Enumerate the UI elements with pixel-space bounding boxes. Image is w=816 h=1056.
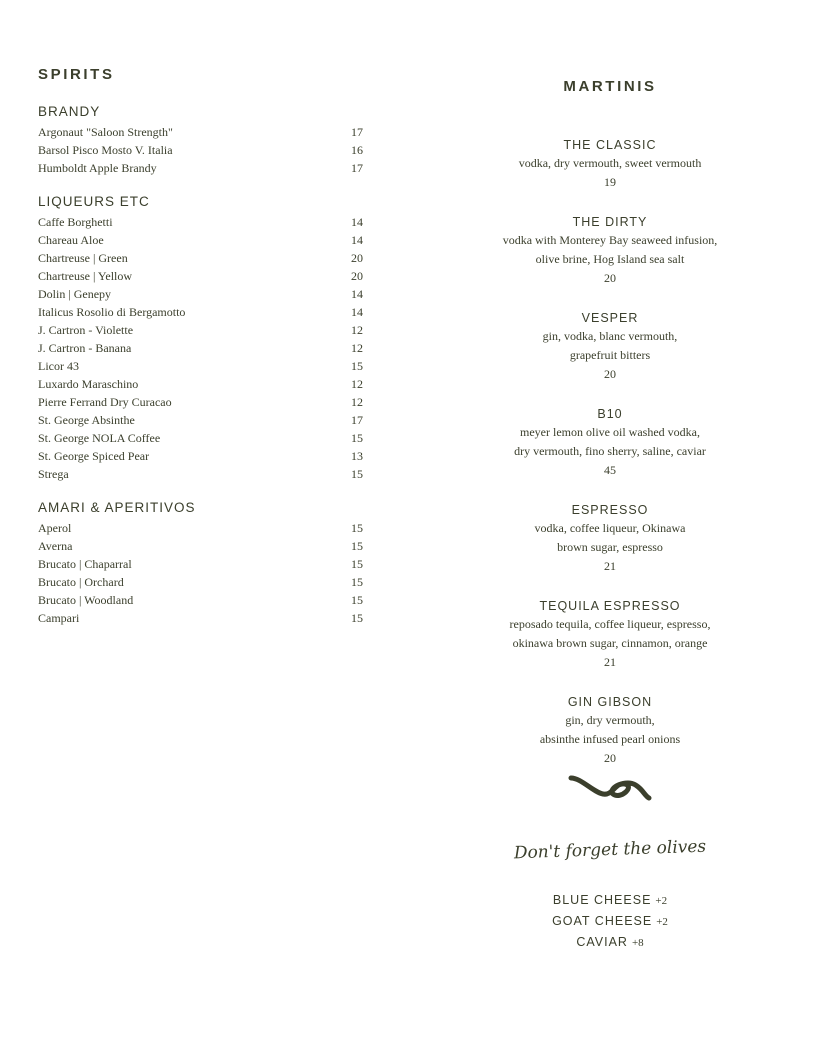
olive-upcharge: +2 — [655, 895, 668, 907]
item-name: Chareau Aloe — [38, 233, 104, 247]
menu-item — [38, 321, 363, 339]
item-price: 15 — [351, 611, 363, 625]
olives-list — [470, 890, 750, 953]
item-name: Brucato | Orchard — [38, 575, 124, 589]
menu-item — [38, 339, 363, 357]
olive-option — [470, 890, 750, 911]
drink-price: 45 — [604, 463, 616, 477]
item-name: Luxardo Maraschino — [38, 377, 139, 391]
item-name: St. George Absinthe — [38, 413, 135, 427]
item-name: Barsol Pisco Mosto V. Italia — [38, 143, 173, 157]
drink-description: grapefruit bitters — [569, 348, 651, 362]
drink-price: 20 — [604, 367, 616, 381]
olive-upcharge: +8 — [631, 937, 644, 949]
drink-description: okinawa brown sugar, cinnamon, orange — [512, 636, 708, 650]
item-name: Dolin | Genepy — [38, 287, 112, 301]
drink-description: absinthe infused pearl onions — [539, 732, 681, 746]
menu-item — [38, 123, 363, 141]
item-price: 15 — [351, 431, 363, 445]
item-name: Brucato | Chaparral — [38, 557, 132, 571]
menu-item — [38, 591, 363, 609]
menu-item — [38, 303, 363, 321]
menu-item — [38, 249, 363, 267]
olive-name: CAVIAR — [576, 935, 628, 949]
item-name: Italicus Rosolio di Bergamotto — [38, 305, 186, 319]
menu-item — [38, 213, 363, 231]
drink-price: 21 — [604, 655, 616, 669]
item-price: 15 — [351, 593, 363, 607]
item-price: 15 — [351, 359, 363, 373]
martinis-heading: MARTINIS — [563, 78, 657, 95]
drink-price: 21 — [604, 559, 616, 573]
drink-description: reposado tequila, coffee liqueur, espresso, — [509, 617, 711, 631]
drink-name: THE CLASSIC — [563, 138, 657, 152]
item-price: 14 — [351, 233, 363, 247]
drink-name: GIN GIBSON — [567, 695, 653, 709]
item-name: St. George Spiced Pear — [38, 449, 150, 463]
drink-description: vodka, dry vermouth, sweet vermouth — [518, 156, 702, 170]
item-name: J. Cartron - Banana — [38, 341, 132, 355]
drink-description: vodka with Monterey Bay seaweed infusion, — [502, 233, 718, 247]
martinis-column — [470, 76, 750, 789]
menu-item — [38, 573, 363, 591]
drink-description: olive brine, Hog Island sea salt — [535, 252, 685, 266]
item-price: 15 — [351, 521, 363, 535]
item-name: Campari — [38, 611, 80, 625]
amari-section — [38, 499, 363, 627]
drink-gin-gibson — [470, 693, 750, 768]
menu-item — [38, 159, 363, 177]
drink-tequila-espresso — [470, 597, 750, 672]
drink-name: THE DIRTY — [572, 215, 648, 229]
item-name: St. George NOLA Coffee — [38, 431, 161, 445]
item-price: 17 — [351, 125, 363, 139]
spirits-heading: SPIRITS — [38, 66, 115, 83]
item-name: Licor 43 — [38, 359, 79, 373]
item-price: 15 — [351, 575, 363, 589]
item-price: 12 — [351, 395, 363, 409]
item-name: Aperol — [38, 521, 72, 535]
item-name: Humboldt Apple Brandy — [38, 161, 157, 175]
drink-b10 — [470, 405, 750, 480]
menu-item — [38, 519, 363, 537]
drink-description: meyer lemon olive oil washed vodka, — [520, 425, 700, 439]
brandy-section — [38, 103, 363, 177]
drink-name: B10 — [597, 407, 623, 421]
item-price: 12 — [351, 323, 363, 337]
menu-item — [38, 411, 363, 429]
olive-name: BLUE CHEESE — [552, 893, 652, 907]
drink-description: brown sugar, espresso — [557, 540, 663, 554]
item-price: 20 — [351, 251, 363, 265]
olives-heading: Don't forget the olives — [513, 836, 707, 864]
item-name: Averna — [38, 539, 73, 553]
menu-item — [38, 447, 363, 465]
item-name: Pierre Ferrand Dry Curacao — [38, 395, 172, 409]
olive-upcharge: +2 — [656, 916, 668, 928]
item-price: 12 — [351, 341, 363, 355]
drink-price: 20 — [604, 271, 616, 285]
menu-item — [38, 285, 363, 303]
drink-vesper — [470, 309, 750, 384]
item-price: 20 — [351, 269, 363, 283]
item-price: 13 — [351, 449, 363, 463]
item-price: 17 — [351, 161, 363, 175]
menu-item — [38, 465, 363, 483]
menu-item — [38, 231, 363, 249]
item-price: 14 — [351, 305, 363, 319]
squiggle-icon — [565, 768, 655, 808]
item-name: Argonaut "Saloon Strength" — [38, 125, 173, 139]
section-title-amari: AMARI & APERITIVOS — [38, 500, 196, 515]
liqueurs-section — [38, 193, 363, 483]
item-price: 17 — [351, 413, 363, 427]
item-name: J. Cartron - Violette — [38, 323, 134, 337]
menu-item — [38, 357, 363, 375]
item-name: Caffe Borghetti — [38, 215, 113, 229]
drink-name: TEQUILA ESPRESSO — [539, 599, 681, 613]
menu-item — [38, 537, 363, 555]
olive-name: GOAT CHEESE — [552, 914, 653, 928]
item-name: Chartreuse | Green — [38, 251, 128, 265]
drink-espresso — [470, 501, 750, 576]
drink-price: 20 — [604, 751, 616, 765]
drink-description: gin, vodka, blanc vermouth, — [542, 329, 678, 343]
menu-item — [38, 375, 363, 393]
spirits-column — [38, 66, 363, 643]
drink-name: ESPRESSO — [571, 503, 649, 517]
drink-dirty — [470, 213, 750, 288]
olive-option — [470, 932, 750, 953]
section-title-brandy: BRANDY — [38, 104, 101, 119]
drink-price: 19 — [604, 175, 616, 189]
item-price: 14 — [351, 287, 363, 301]
item-name: Chartreuse | Yellow — [38, 269, 133, 283]
item-price: 14 — [351, 215, 363, 229]
item-price: 16 — [351, 143, 363, 157]
section-title-liqueurs: LIQUEURS ETC — [38, 194, 150, 209]
olive-option — [470, 911, 750, 932]
item-price: 15 — [351, 539, 363, 553]
menu-item — [38, 267, 363, 285]
item-price: 15 — [351, 467, 363, 481]
drink-classic — [470, 136, 750, 192]
menu-item — [38, 429, 363, 447]
drink-description: dry vermouth, fino sherry, saline, caviar — [514, 444, 706, 458]
menu-item — [38, 609, 363, 627]
item-name: Strega — [38, 467, 69, 481]
item-price: 12 — [351, 377, 363, 391]
item-price: 15 — [351, 557, 363, 571]
item-name: Brucato | Woodland — [38, 593, 134, 607]
drink-description: gin, dry vermouth, — [565, 713, 655, 727]
menu-item — [38, 555, 363, 573]
drink-name: VESPER — [581, 311, 639, 325]
drink-description: vodka, coffee liqueur, Okinawa — [534, 521, 686, 535]
menu-item — [38, 141, 363, 159]
menu-item — [38, 393, 363, 411]
